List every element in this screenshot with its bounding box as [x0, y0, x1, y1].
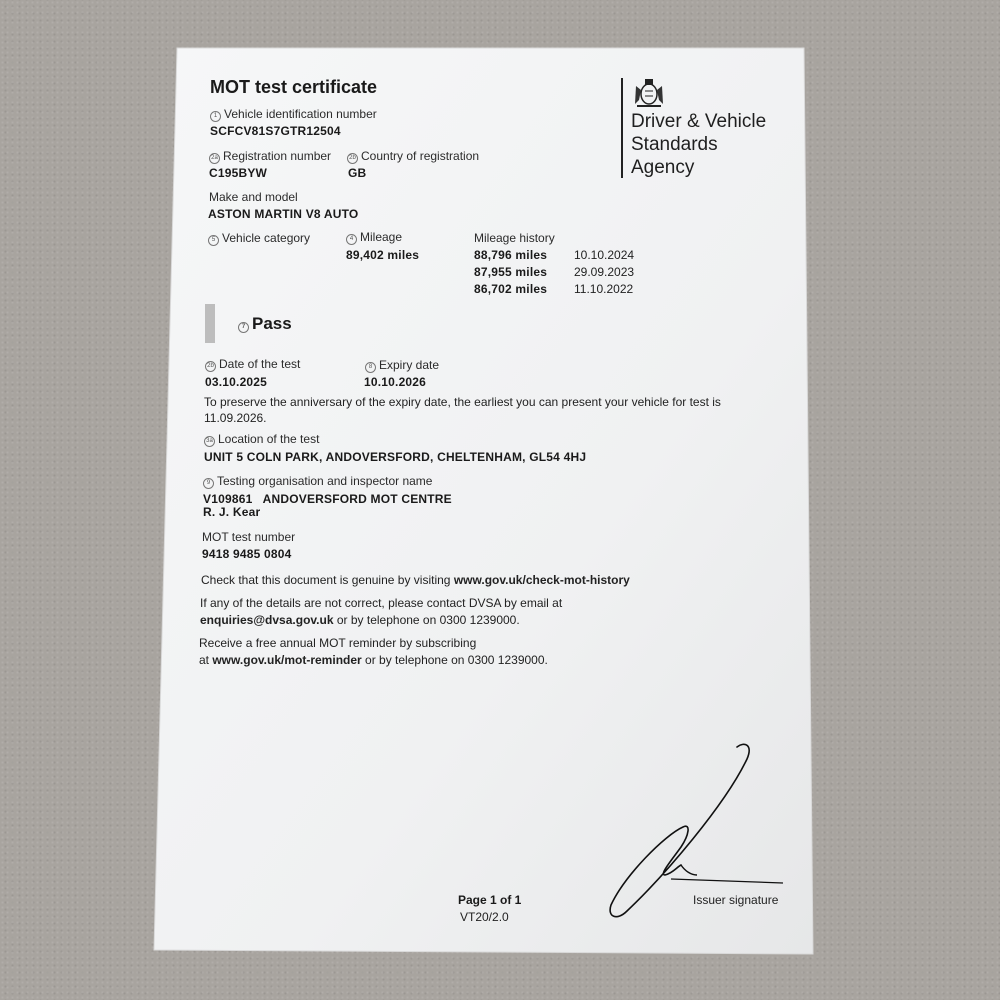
- history-miles: 86,702 miles: [474, 282, 548, 296]
- field-number: 4: [346, 234, 357, 245]
- mot-reminder-link[interactable]: www.gov.uk/mot-reminder: [212, 653, 362, 667]
- field-number: 2b: [205, 361, 216, 372]
- field-number: 1: [210, 111, 221, 122]
- location-value: UNIT 5 COLN PARK, ANDOVERSFORD, CHELTENHAM, GL54 4HJ: [204, 450, 587, 464]
- page-number: Page 1 of 1: [458, 893, 522, 907]
- test-date-label: [205, 357, 300, 372]
- anniversary-date: 11.09.2026.: [204, 411, 267, 425]
- check-genuine-text: [201, 573, 630, 587]
- issuer-signature-label: Issuer signature: [693, 893, 779, 907]
- logo-divider: [621, 78, 623, 178]
- make-model-value: ASTON MARTIN V8 AUTO: [208, 207, 359, 221]
- mileage-history-label: Mileage history: [474, 231, 555, 245]
- vin-label: [210, 107, 377, 122]
- reminder-phone-text: or by telephone on 0300 1239000.: [361, 653, 548, 667]
- location-label-text: Location of the test: [218, 432, 320, 446]
- field-number: 7: [238, 322, 249, 333]
- history-date: 29.09.2023: [574, 265, 635, 279]
- dvsa-logo: [621, 76, 791, 186]
- agency-name-line3: Agency: [631, 157, 695, 178]
- contact-line2: [200, 613, 520, 627]
- vehicle-category-label-text: Vehicle category: [222, 231, 311, 245]
- vin-label-text: Vehicle identification number: [224, 107, 377, 121]
- field-number: 5: [208, 235, 219, 246]
- organisation-label: [203, 474, 432, 489]
- reminder-prefix: at: [199, 653, 213, 667]
- vin-value: SCFCV81S7GTR12504: [210, 124, 341, 138]
- inspector-name: R. J. Kear: [203, 505, 261, 519]
- history-miles: 87,955 miles: [474, 265, 548, 279]
- reminder-line2: [199, 653, 548, 667]
- test-date-label-text: Date of the test: [219, 357, 301, 371]
- country-label: [347, 149, 479, 164]
- history-date: 11.10.2022: [574, 282, 634, 296]
- history-miles: 88,796 miles: [474, 248, 548, 262]
- field-number: 9: [203, 478, 214, 489]
- vehicle-category-label: [208, 231, 310, 246]
- expiry-date-label-text: Expiry date: [379, 358, 440, 372]
- field-number: 2a: [209, 153, 220, 164]
- royal-coat-of-arms-icon: [629, 76, 669, 110]
- country-value: GB: [348, 166, 367, 180]
- result-value: Pass: [252, 314, 292, 333]
- registration-label-text: Registration number: [223, 149, 332, 163]
- mileage-value: 89,402 miles: [346, 248, 420, 262]
- result-bar: [205, 304, 215, 343]
- mileage-label-text: Mileage: [360, 230, 403, 244]
- result-heading: [238, 314, 292, 334]
- registration-value: C195BYW: [209, 166, 268, 180]
- certificate-title: MOT test certificate: [210, 77, 378, 97]
- test-number-value: 9418 9485 0804: [202, 547, 292, 561]
- history-date: 10.10.2024: [574, 248, 635, 262]
- field-number: 2b: [347, 153, 358, 164]
- country-label-text: Country of registration: [361, 149, 480, 163]
- contact-line1: If any of the details are not correct, please contact DVSA by email at: [200, 596, 563, 610]
- test-date-value: 03.10.2025: [205, 375, 268, 389]
- test-number-label: MOT test number: [202, 530, 296, 544]
- registration-label: [209, 149, 331, 164]
- make-model-label: Make and model: [209, 190, 298, 204]
- mileage-label: [346, 230, 402, 245]
- check-mot-link[interactable]: www.gov.uk/check-mot-history: [453, 573, 630, 587]
- organisation-value: V109861 ANDOVERSFORD MOT CENTRE: [203, 492, 452, 506]
- agency-name-line2: Standards: [631, 134, 718, 155]
- agency-name-line1: Driver & Vehicle: [631, 111, 767, 132]
- expiry-date-value: 10.10.2026: [364, 375, 427, 389]
- expiry-date-label: [365, 358, 439, 373]
- contact-phone-text: or by telephone on 0300 1239000.: [333, 613, 520, 627]
- organisation-label-text: Testing organisation and inspector name: [217, 474, 433, 488]
- anniversary-note: To preserve the anniversary of the expiry date, the earliest you can present your vehicle for test is: [204, 395, 721, 409]
- location-label: [204, 432, 319, 447]
- contact-email-link[interactable]: enquiries@dvsa.gov.uk: [200, 613, 334, 627]
- check-text: Check that this document is genuine by visiting: [201, 573, 454, 587]
- reminder-line1: Receive a free annual MOT reminder by subscribing: [199, 636, 477, 650]
- field-number: 3a: [204, 436, 215, 447]
- field-number: 8: [365, 362, 376, 373]
- form-code: VT20/2.0: [460, 910, 509, 924]
